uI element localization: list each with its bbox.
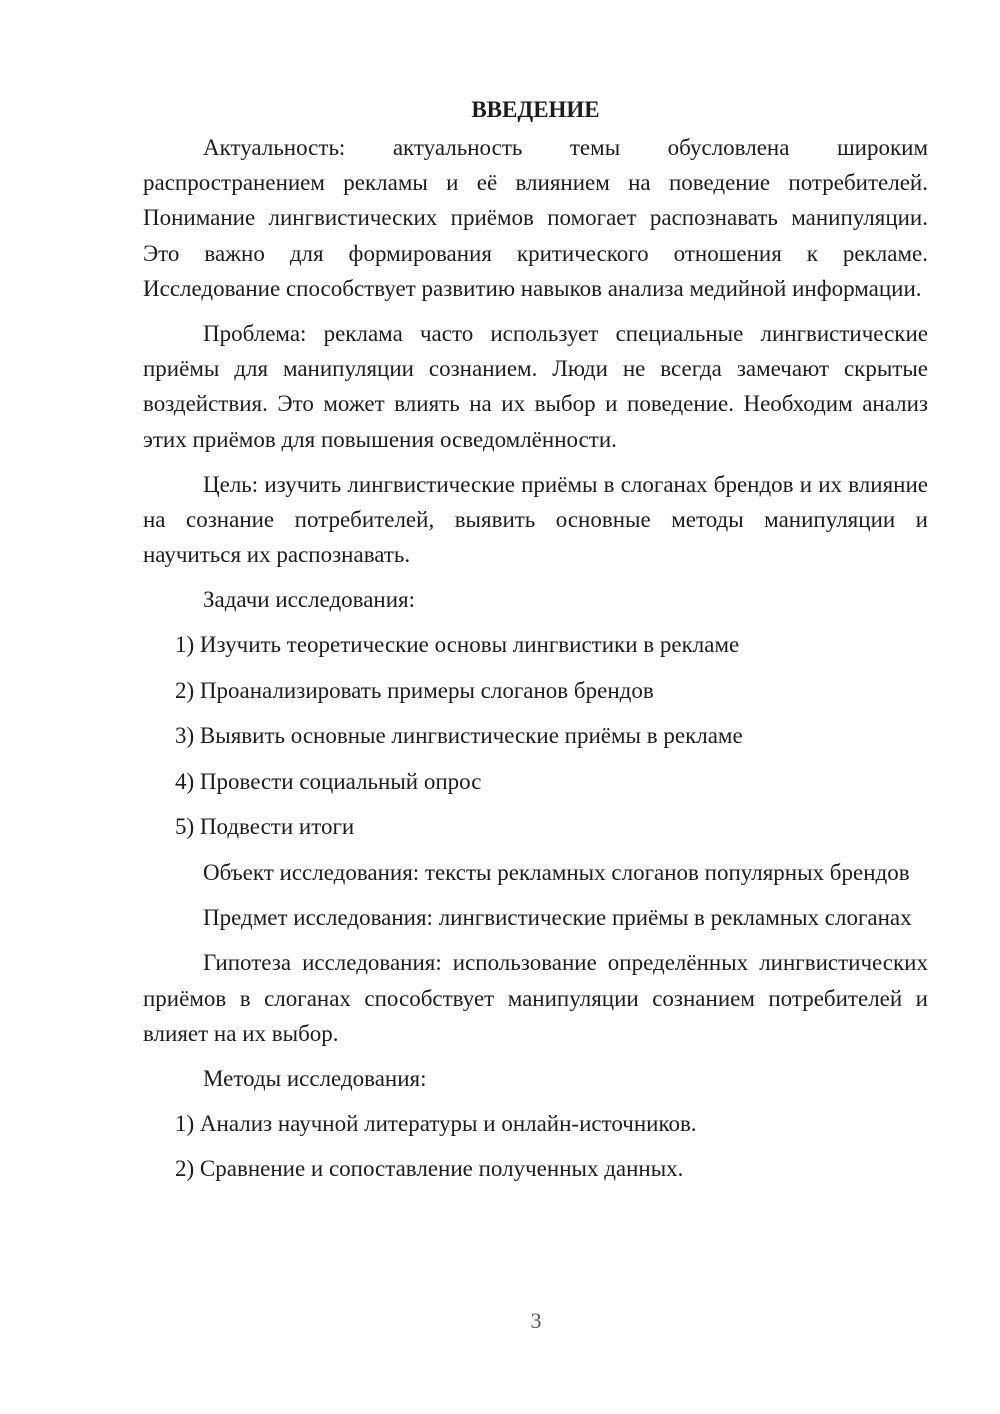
object-paragraph: Объект исследования: тексты рекламных слоганов популярных брендов (203, 859, 910, 885)
hypothesis-paragraph: Гипотеза исследования: использование определённых лингвистических приёмов в слоганах способствует манипуляции сознанием потребителей и влияет на их выбор. (143, 950, 928, 1046)
relevance-paragraph: Актуальность: актуальность темы обусловлена широким распространением рекламы и её влиянием на поведение потребителей. Понимание лингвистических приёмов помогает распознавать манипуляции. Это важно для формирования критического отношения к рекламе. Исследование способствует развитию навыков анализа медийной информации. (143, 135, 928, 301)
page-content (143, 92, 928, 1197)
methods-heading: Методы исследования: (203, 1065, 427, 1091)
page-number: 3 (530, 1308, 542, 1333)
method-item: 2) Сравнение и сопоставление полученных данных. (175, 1156, 684, 1182)
methods-list (143, 1106, 928, 1187)
tasks-heading: Задачи исследования: (203, 587, 416, 613)
task-item: 1) Изучить теоретические основы лингвистики в рекламе (175, 632, 740, 658)
method-item: 1) Анализ научной литературы и онлайн-источников. (175, 1110, 697, 1136)
goal-paragraph: Цель: изучить лингвистические приёмы в слоганах брендов и их влияние на сознание потребителей, выявить основные методы манипуляции и научиться их распознавать. (143, 471, 928, 568)
problem-paragraph: Проблема: реклама часто использует специальные лингвистические приёмы для манипуляции сознанием. Люди не всегда замечают скрытые воздействия. Это может влиять на их выбор и поведение. Необходим анализ этих приёмов для повышения осведомлённости. (143, 321, 928, 452)
tasks-list (143, 627, 928, 844)
task-item: 2) Проанализировать примеры слоганов брендов (175, 677, 654, 703)
section-title: ВВЕДЕНИЕ (471, 97, 600, 122)
subject-paragraph: Предмет исследования: лингвистические приёмы в рекламных слоганах (203, 905, 912, 931)
task-item: 3) Выявить основные лингвистические приёмы в рекламе (175, 723, 743, 749)
task-item: 4) Провести социальный опрос (175, 768, 482, 794)
task-item: 5) Подвести итоги (175, 814, 355, 840)
